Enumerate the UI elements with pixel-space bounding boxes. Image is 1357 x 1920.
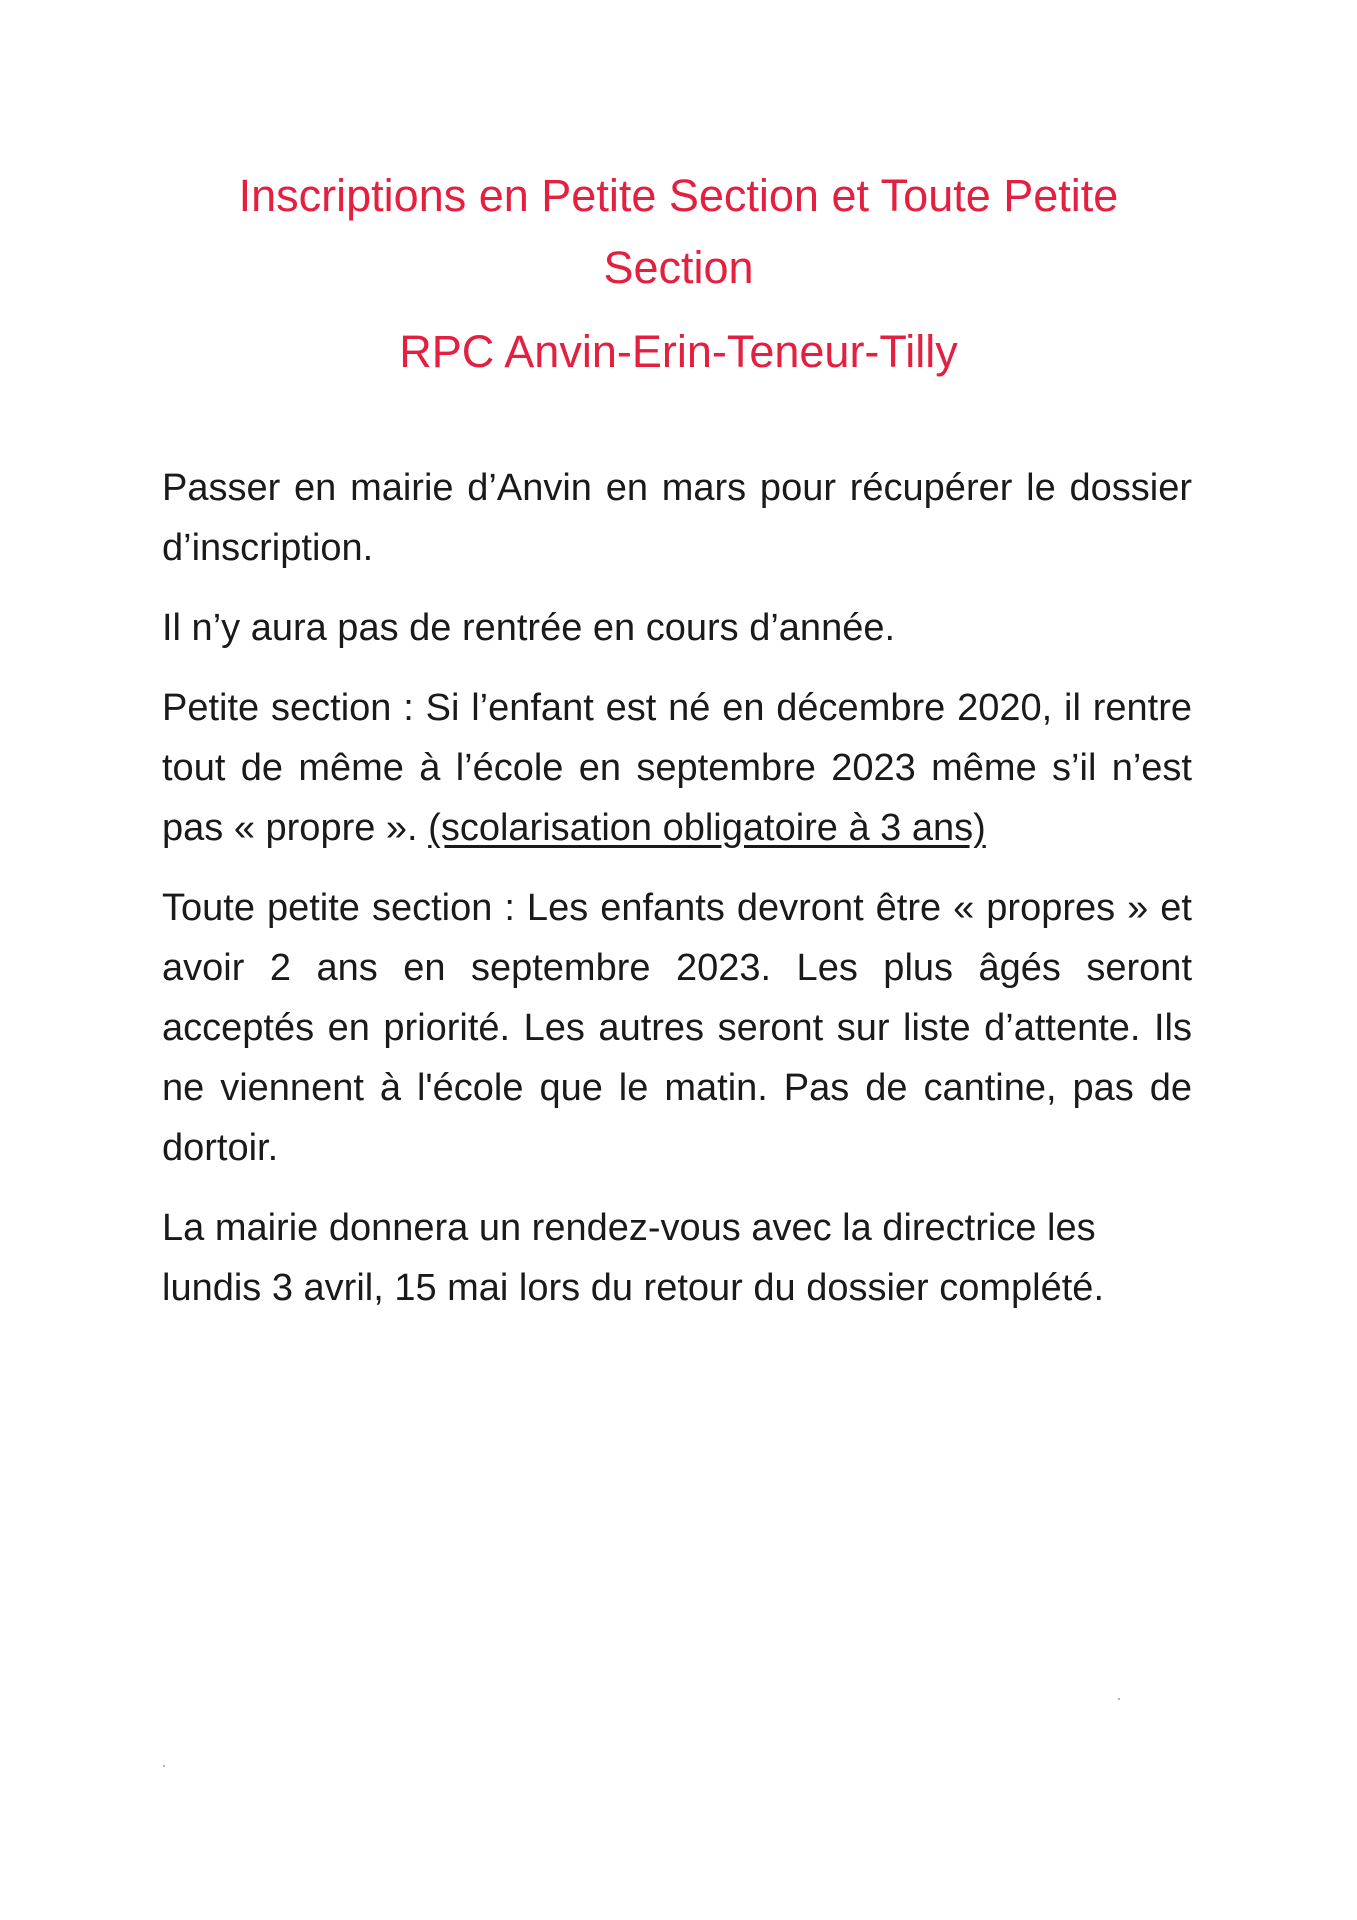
scan-speck <box>1118 1698 1120 1700</box>
paragraph-registration: Passer en mairie d’Anvin en mars pour récupérer le dossier d’inscription. <box>162 467 1192 569</box>
document-body <box>162 458 1192 1338</box>
title-line-1: Inscriptions en Petite Section et Toute Petite <box>238 170 1119 221</box>
paragraph-no-midyear: Il n’y aura pas de rentrée en cours d’année. <box>162 607 896 649</box>
paragraph-petite-section <box>162 678 1192 858</box>
document-subtitle: RPC Anvin-Erin-Teneur-Tilly <box>399 326 958 377</box>
document-title <box>140 160 1217 304</box>
title-line-2: Section <box>603 242 754 293</box>
paragraph-appointment: La mairie donnera un rendez-vous avec la directrice les lundis 3 avril, 15 mai lors du retour du dossier complété. <box>162 1207 1105 1309</box>
petite-section-text: Petite section : Si l’enfant est né en décembre 2020, il rentre tout de même à l’école en septembre 2023 même s’il n’est pas « propre ». <box>162 687 1192 849</box>
paragraph-toute-petite-section: Toute petite section : Les enfants devront être « propres » et avoir 2 ans en septembre 2023. Les plus âgés seront acceptés en priorité. Les autres seront sur liste d’attente. Ils ne viennent à l'école que le matin. Pas de cantine, pas de dortoir. <box>162 887 1192 1169</box>
scan-speck <box>163 1765 165 1767</box>
mandatory-schooling-note: (scolarisation obligatoire à 3 ans) <box>428 807 986 849</box>
